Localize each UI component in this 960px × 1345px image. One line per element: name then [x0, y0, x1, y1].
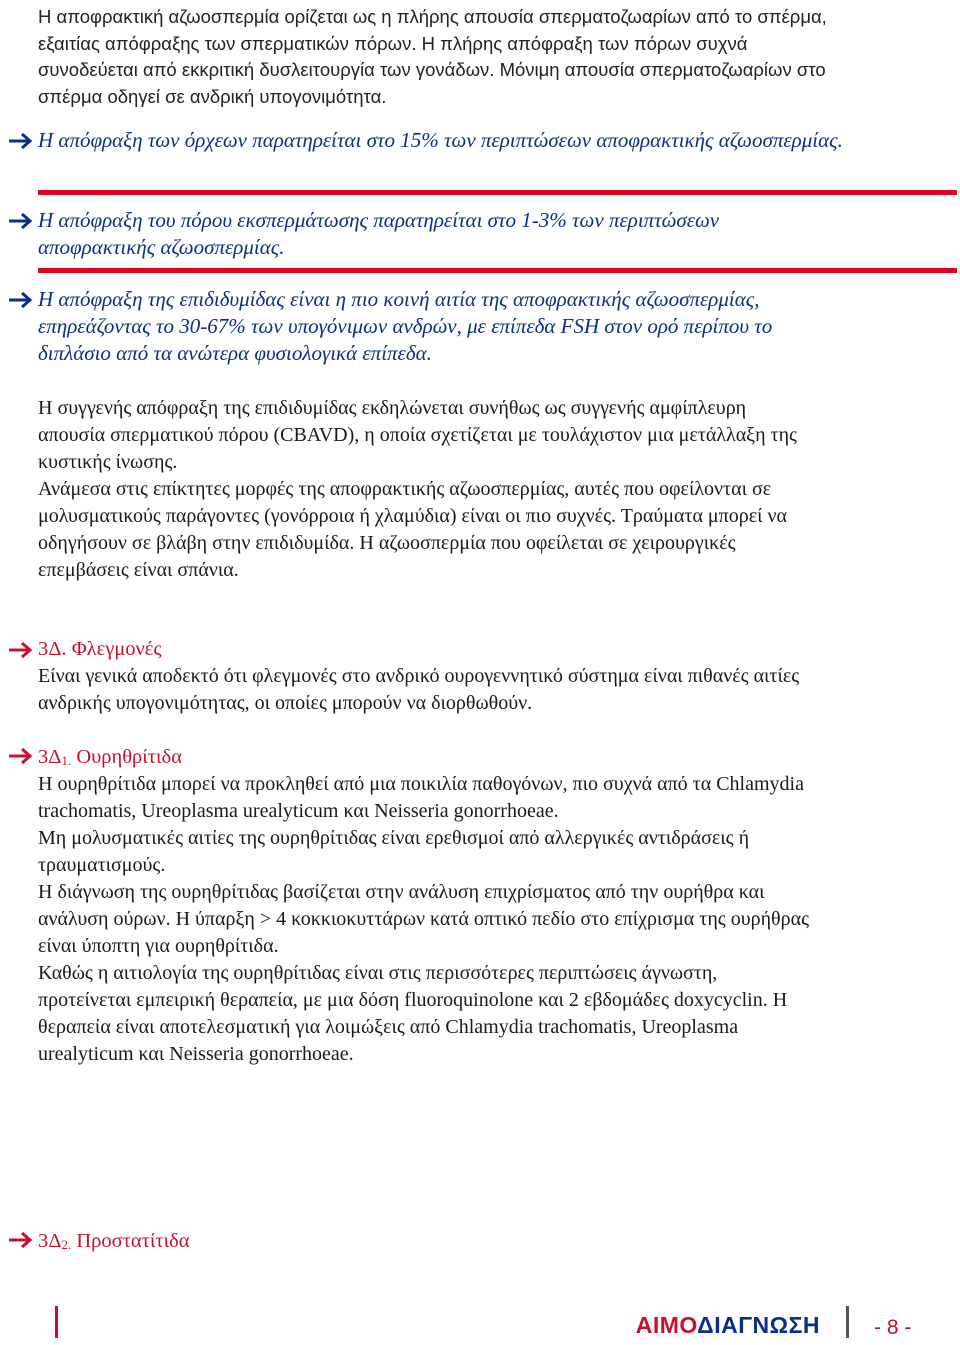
arrow-right-icon — [8, 211, 34, 231]
section-subnumber: 1. — [61, 753, 72, 768]
arrow-right-icon — [8, 131, 34, 151]
brand-part-2: ΔΙΑΓΝΩΣΗ — [697, 1312, 820, 1338]
section-heading-inflammations — [38, 636, 162, 663]
urethritis-paragraph-4: Καθώς η αιτιολογία της ουρηθρίτιδας είναι στις περισσότερες περιπτώσεις άγνωστη, προτείνεται εμπειρική θεραπεία, με μια δόση fluoroquinolone και 2 εβδομάδες doxycyclin. Η θεραπεία είναι αποτελεσματική για λοιμώξεις από Chlamydia trachomatis, Ureoplasma urealyticum και Neisseria gonorrhoeae. — [38, 962, 788, 1065]
arrow-right-icon — [8, 1230, 34, 1250]
section-title: Ουρηθρίτιδα — [76, 746, 182, 768]
arrow-right-icon — [8, 640, 34, 660]
section-title: Προστατίτιδα — [76, 1230, 190, 1252]
brand-part-1: ΑΙΜΟ — [635, 1312, 698, 1338]
section-number: 3Δ. — [38, 638, 67, 660]
divider-rule — [38, 268, 957, 273]
bullet-epididymis: Η απόφραξη της επιδιδυμίδας είναι η πιο κοινή αιτία της αποφρακτικής αζωοσπερμίας, επηρεάζοντας το 30-67% των υπογόνιμων ανδρών, με επίπεδα FSH στον ορό περίπου το διπλάσιο από τα ανώτερα φυσιολογικά επίπεδα. — [38, 287, 773, 365]
page-number: - 8 - — [874, 1316, 912, 1339]
epididymis-paragraph: Η συγγενής απόφραξη της επιδιδυμίδας εκδηλώνεται συνήθως ως συγγενής αμφίπλευρη απουσία σπερματικού πόρου (CBAVD), η οποία σχετίζεται με τουλάχιστον μια μετάλλαξη της κυστικής ίνωσης. — [38, 397, 797, 473]
divider-rule — [38, 190, 957, 195]
bullet-testes: Η απόφραξη των όρχεων παρατηρείται στο 15% των περιπτώσεων αποφρακτικής αζωοσπερμίας. — [38, 128, 843, 152]
footer-brand-logo — [636, 1311, 820, 1339]
arrow-right-icon — [8, 746, 34, 766]
footer-left-bar — [55, 1306, 58, 1338]
bullet-ejaculatory-duct: Η απόφραξη του πόρου εκσπερμάτωσης παρατηρείται στο 1-3% των περιπτώσεων αποφρακτικής αζωοσπερμίας. — [38, 208, 720, 259]
footer-right-bar — [846, 1306, 849, 1338]
arrow-right-icon — [8, 290, 34, 310]
acquired-paragraph: Ανάμεσα στις επίκτητες μορφές της αποφρακτικής αζωοσπερμίας, αυτές που οφείλονται σε μολυσματικούς παράγοντες (γονόρροια ή χλαμύδια) είναι οι πιο συχνές. Τραύματα μπορεί να οδηγήσουν σε βλάβη στην επιδιδυμίδα. Η αζωοσπερμία που οφείλεται σε χειρουργικές επεμβάσεις είναι σπάνια. — [38, 478, 788, 581]
urethritis-paragraph-2: Μη μολυσματικές αιτίες της ουρηθρίτιδας είναι ερεθισμοί από αλλεργικές αντιδράσεις ή τραυματισμούς. — [38, 827, 750, 876]
inflammations-paragraph: Είναι γενικά αποδεκτό ότι φλεγμονές στο ανδρικό ουρογεννητικό σύστημα είναι πιθανές αιτίες ανδρικής υπογονιμότητας, οι οποίες μπορούν να διορθωθούν. — [38, 665, 800, 714]
section-number: 3Δ — [38, 746, 62, 768]
section-number: 3Δ — [38, 1230, 62, 1252]
section-heading-urethritis — [38, 744, 182, 774]
section-title: Φλεγμονές — [71, 638, 162, 660]
section-heading-prostatitis — [38, 1228, 190, 1258]
urethritis-paragraph-3: Η διάγνωση της ουρηθρίτιδας βασίζεται στην ανάλυση επιχρίσματος από την ουρήθρα και ανάλυση ούρων. Η ύπαρξη > 4 κοκκιοκυττάρων κατά οπτικό πεδίο στο επίχρισμα της ουρήθρας είναι ύποπτη για ουρηθρίτιδα. — [38, 881, 810, 957]
intro-paragraph: Η αποφρακτική αζωοσπερμία ορίζεται ως η πλήρης απουσία σπερματοζωαρίων από το σπέρμα, εξαιτίας απόφραξης των σπερματικών πόρων. Η πλήρης απόφραξη των πόρων συχνά συνοδεύεται από εκκριτική δυσλειτουργία των γονάδων. Μόνιμη απουσία σπερματοζωαρίων στο σπέρμα οδηγεί σε ανδρική υπογονιμότητα. — [38, 6, 827, 107]
section-subnumber: 2. — [61, 1237, 72, 1252]
urethritis-paragraph-1: Η ουρηθρίτιδα μπορεί να προκληθεί από μια ποικιλία παθογόνων, πιο συχνά από τα Chlamydia trachomatis, Ureoplasma urealyticum και Neisseria gonorrhoeae. — [38, 773, 804, 822]
